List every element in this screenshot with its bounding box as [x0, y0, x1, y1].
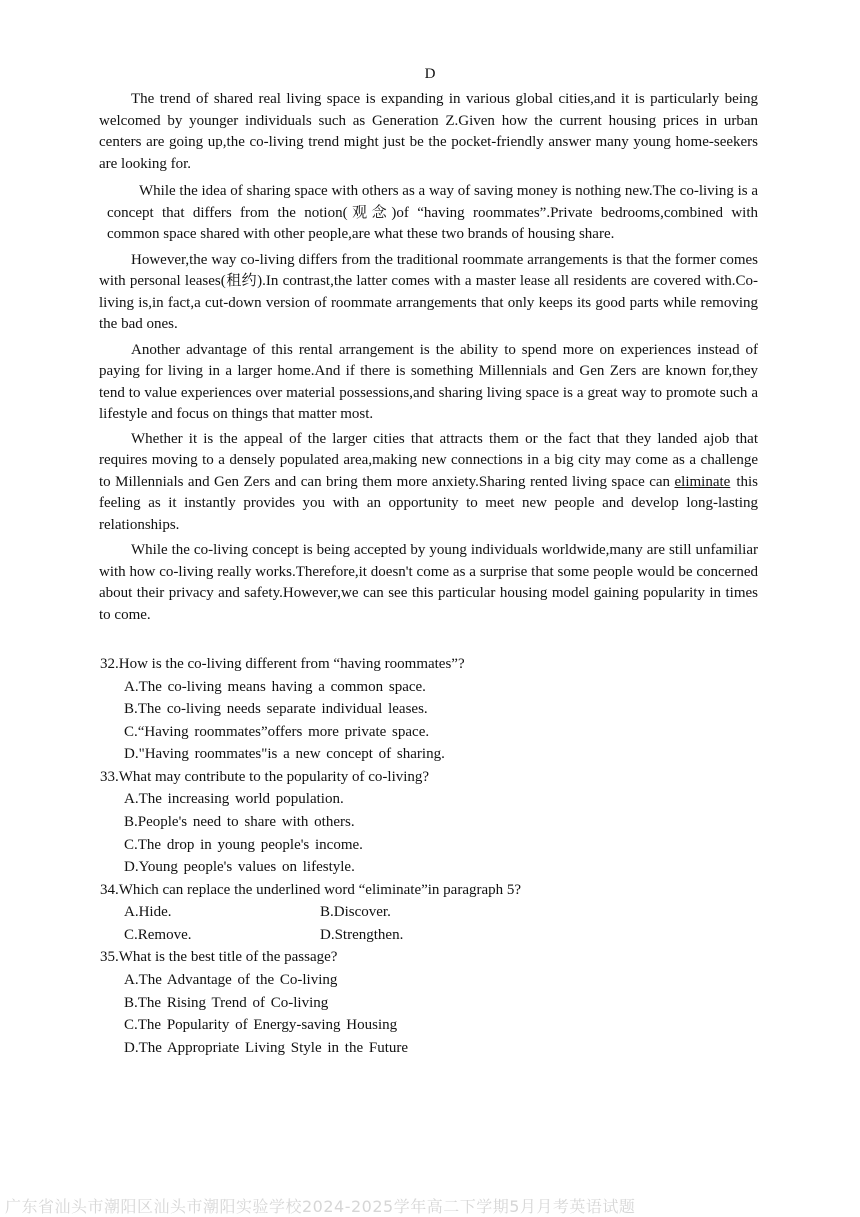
question-32 — [100, 653, 736, 766]
option-a: A.The co-living means having a common space. — [124, 678, 426, 695]
option-row — [124, 901, 736, 924]
option-c: C.Remove. — [124, 926, 192, 943]
option-b: B.The co-living needs separate individual leases. — [124, 701, 428, 718]
option-c: C.The drop in young people's income. — [124, 836, 363, 853]
option-d: D.Strengthen. — [320, 926, 404, 943]
section-heading: D — [424, 66, 436, 82]
option-row — [124, 924, 736, 947]
option-d: D.The Appropriate Living Style in the Future — [124, 1039, 409, 1056]
paragraph-3: However,the way co-living differs from the traditional roommate arrangements is that the former comes with personal leases(租约).In contrast,the latter comes with a master lease all residents are covered with.Co-living is,in fact,a cut-down version of roommate arrangements that only keeps its good parts while removing the bad ones. — [99, 251, 758, 332]
option-d: D."Having roommates"is a new concept of sharing. — [124, 746, 445, 763]
option-b: B.The Rising Trend of Co-living — [124, 994, 329, 1011]
question-34 — [100, 879, 736, 947]
question-stem: 34.Which can replace the underlined word “eliminate”in paragraph 5? — [100, 881, 522, 898]
paragraph-1: The trend of shared real living space is expanding in various global cities,and it is particularly being welcomed by younger individuals such as Generation Z.Given how the current housing prices in urban centers are going up,the co-living trend might just be the pocket-friendly answer many young home-seekers are looking for. — [99, 91, 758, 172]
question-stem: 33.What may contribute to the popularity of co-living? — [100, 768, 430, 785]
paragraph-4: Another advantage of this rental arrangement is the ability to spend more on experiences instead of paying for living in a larger home.And if there is something Millennials and Gen Zers are known for,they tend to value experiences over material possessions,and sharing living space is a great way to promote such a lifestyle and focus on things that matter most. — [99, 341, 758, 422]
option-c: C.“Having roommates”offers more private space. — [124, 723, 430, 740]
paragraph-5 — [99, 429, 758, 537]
underlined-word: eliminate — [674, 473, 731, 490]
option-a: A.The Advantage of the Co-living — [124, 971, 338, 988]
question-stem: 35.What is the best title of the passage? — [100, 949, 338, 966]
option-c: C.The Popularity of Energy-saving Housing — [124, 1017, 398, 1034]
option-d: D.Young people's values on lifestyle. — [124, 859, 355, 876]
source-footer: 广东省汕头市潮阳区汕头市潮阳实验学校2024-2025学年高二下学期5月月考英语试题 — [5, 1197, 636, 1216]
paragraph-2: While the idea of sharing space with others as a way of saving money is nothing new.The co-living is a concept that differs from the notion(观念)of “having roommates”.Private bedrooms,combined with common space shared with other people,are what these two brands of housing share. — [107, 183, 758, 242]
option-b: B.Discover. — [320, 904, 391, 921]
option-b: B.People's need to share with others. — [124, 813, 355, 830]
option-a: A.The increasing world population. — [124, 791, 344, 808]
paragraph-5-before: Whether it is the appeal of the larger cities that attracts them or the fact that they landed ajob that requires moving to a densely populated area,making new connections in a big city may come as a challenge to Millennials and Gen Zers and can bring them more anxiety.Sharing rented living space can — [99, 430, 758, 490]
question-33 — [100, 766, 736, 879]
question-35 — [100, 946, 736, 1059]
paragraph-6: While the co-living concept is being accepted by young individuals worldwide,many are still unfamiliar with how co-living really works.Therefore,it doesn't come as a surprise that some people would be concerned about their privacy and safety.However,we can see this particular housing model gaining popularity in times to come. — [99, 542, 758, 623]
question-stem: 32.How is the co-living different from “having roommates”? — [100, 656, 465, 672]
reading-passage — [99, 89, 758, 626]
option-a: A.Hide. — [124, 904, 172, 921]
question-list — [100, 653, 736, 1059]
paragraph-5-after: this feeling as it instantly provides you with an opportunity to meet new people and develop long-lasting relationships. — [99, 473, 758, 533]
